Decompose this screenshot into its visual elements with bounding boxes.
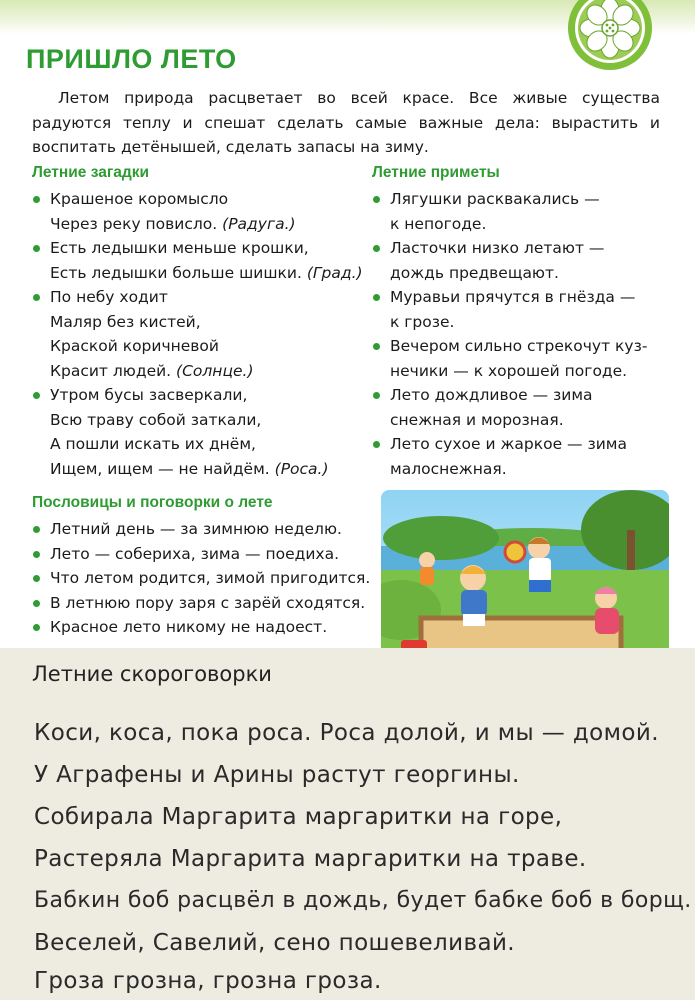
riddles-list	[30, 187, 370, 481]
tongue-twisters-title: Летние скороговорки	[32, 662, 272, 686]
sign-item: Муравьи прячутся в гнёзда — к грозе.	[370, 285, 670, 334]
tongue-twister-line: Собирала Маргарита маргаритки на горе,	[34, 804, 563, 830]
signs-title: Летние приметы	[372, 164, 500, 181]
sign-item: Ласточки низко летают — дождь предвещают.	[370, 236, 670, 285]
child-figure	[528, 537, 551, 592]
child-figure	[594, 587, 619, 634]
tongue-twister-line: Бабкин боб расцвёл в дождь, будет бабке боб в борщ.	[34, 888, 692, 913]
riddle-item: Утром бусы засверкали, Всю траву собой заткали, А пошли искать их днём, Ищем, ищем — не найдём. (Роса.)	[30, 383, 370, 481]
proverbs-title: Пословицы и поговорки о лете	[32, 494, 273, 511]
sign-item: Лето дождливое — зима снежная и морозная.	[370, 383, 670, 432]
proverb-item: Что летом родится, зимой пригодится.	[30, 566, 375, 591]
sign-item: Вечером сильно стрекочут куз- нечики — к хорошей погоде.	[370, 334, 670, 383]
child-figure	[419, 552, 435, 585]
riddle-item: Крашеное коромысло Через реку повисло. (Радуга.)	[30, 187, 370, 236]
flower-badge-icon	[562, 0, 658, 72]
tongue-twister-line: Коси, коса, пока роса. Роса долой, и мы — домой.	[34, 720, 659, 746]
tongue-twister-line: Веселей, Савелий, сено пошевеливай.	[34, 930, 516, 956]
proverb-item: Лето — собериха, зима — поедиха.	[30, 542, 375, 567]
child-figure	[460, 565, 487, 626]
proverb-item: В летнюю пору заря с зарёй сходятся.	[30, 591, 375, 616]
page-title: ПРИШЛО ЛЕТО	[26, 44, 237, 74]
signs-list	[370, 187, 670, 481]
tongue-twister-line: Гроза грозна, грозна гроза.	[34, 968, 382, 994]
proverb-item: Красное лето никому не надоест.	[30, 615, 375, 640]
sign-item: Лягушки расквакались — к непогоде.	[370, 187, 670, 236]
proverb-item: Летний день — за зимнюю неделю.	[30, 517, 375, 542]
intro-paragraph: Летом природа расцветает во всей красе. Все живые существа радуются теплу и спешат сделать самые важные дела: вырастить и воспитать детёнышей, сделать запасы на зиму.	[32, 89, 660, 156]
riddle-item: По небу ходит Маляр без кистей, Краской коричневой Красит людей. (Солнце.)	[30, 285, 370, 383]
proverbs-list	[30, 517, 375, 640]
tongue-twister-line: Растеряла Маргарита маргаритки на траве.	[34, 846, 587, 872]
riddles-title: Летние загадки	[32, 164, 150, 181]
tongue-twister-line: У Аграфены и Арины растут георгины.	[34, 762, 520, 788]
riddle-item: Есть ледышки меньше крошки, Есть ледышки больше шишки. (Град.)	[30, 236, 370, 285]
sign-item: Лето сухое и жаркое — зима малоснежная.	[370, 432, 670, 481]
